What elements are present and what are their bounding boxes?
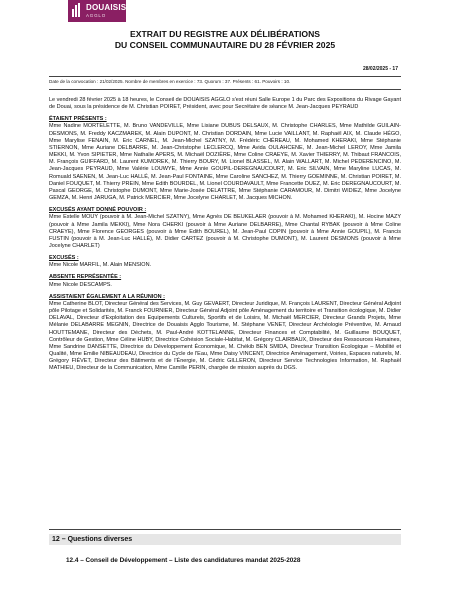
logo-name: DOUAISIS bbox=[86, 3, 127, 12]
section-heading: EXCUSÉS : bbox=[49, 255, 79, 262]
section-text: Mme Estelle MOUY (pouvoir à M. Jean-Michel SZATNY), Mme Agnès DE BEUKELAER (pouvoir à M. Mohamed KHERAKI), M. Hocine MAZY (pouvoir à Mme Jamila MEKKI), Mme Nora CHERKI (pouvoir à Mme Auriane DELBARRE), Mme Chantal RYBAK (pouvoir à Mme Coline CRAEYE), Mme Florence GEORGES (pouvoir à Mme Edith BOUREL), M. Jean-Paul COPIN (pouvoir à Mme Annie GOUPIL), M. Francis FUSTIN (pouvoir à M. Jean-Luc HALLÉ), M. Didier CARTEZ (pouvoir à M. Christophe DUMONT), M. Laurent DESMONS (pouvoir à Mme Jocelyne CHARLET) bbox=[49, 214, 401, 249]
section-presents bbox=[49, 116, 401, 202]
deliberation-reference: 28/02/2025 - 17 bbox=[362, 66, 398, 72]
section-excused bbox=[49, 255, 401, 269]
section-text: Mme Catherine BLOT, Directeur Général des Services, M. Guy GEVAERT, Directeur Juridique, M. François LAURENT, Directeur Général Adjoint pôle Pilotage et Solidarités, M. Franck FOURNIER, Directeur Général Adjoint pôle Aménagement du territoire et Transition écologique, M. Didier DELAVAL, Directeur d'Exploitation des Equipements Culturels, Sportifs et de Loisirs, M. Michaël MERCIER, Directeur Grands Projets, Mme Mélanie DELABARRE MEGNIN, Directrice de Douaisis Agglo Tourisme, M. Stéphane VENET, Directeur Archéologie Préventive, M. Arnaud HOUTTEMANE, Directeur des Déchets, M. Paul-André KOTTELANNE, Directeur Finances et Comptabilité, M. Guillaume BOUQUET, Contrôleur de Gestion, Mme Céline HUBY, Directrice Cohésion Sociale-Habitat, M. Grégory CLAIRBAUX, Directeur des Ressources Humaines, Mme Sandrine DANSETTE, Directrice du Développement Économique, M. Chékib BEN SMIDA, Directeur Transition Écologique – Mobilité et Qualité, Mme Emilie NIBEAUDEAU, Directrice du Cycle de l'Eau, Mme Daisy VINCENT, Directrice Aménagement, Voiries, Espaces naturels, M. Grégory FIÉVET, Directeur des Bâtiments et de l'Énergie, M. Cédric GILLERON, Directeur Service Technologies Information, M. Raphaël MATHIEU, Directeur de la Communication, Mme Camille PERIN, chargée de mission auprès du DGS. bbox=[49, 300, 401, 372]
section-attendees bbox=[49, 294, 401, 373]
section-heading: ASSISTAIENT ÉGALEMENT A LA RÉUNION : bbox=[49, 293, 166, 300]
document-title bbox=[60, 29, 390, 51]
section-text: Mme Nicole DESCAMPS. bbox=[49, 281, 112, 288]
divider bbox=[49, 76, 401, 77]
section-text: Mme Nadine MORTELETTE, M. Bruno VANDEVILLE, Mme Lisiane DUBUS DELSAUX, M. Christophe CHARLES, Mme Mathilde GUILAIN-DESMONS, M. Freddy KACZMAREK, M. Alain DUPONT, M. Christian DORDAIN, Mme Lucie VAILLANT, M. Raphaël AIX, M. Claude HÉGO, Mme Marylise FENAIN, M. Eric CARNEL, M. Jean-Michel SZATNY, M. Frédéric CHÉREAU, M. Mohamed KHERAKI, Mme Stéphanie STIERNON, Mme Auriane DELBARRE, M. Jean-Christophe LECLERCQ, Mme Avida OULAHCENE, M. Jean-Michel LEROY, Mme Jamila MEKKI, M. Yvon SIPIETER, Mme Nathalie APERS, M. Michaël DOZIÈRE, Mme Coline CRAEYE, M. Xavier THIERRY, M. Thibaut FRANCOIS, M. François GUIFFARD, M. Laurent KUMOREK, M. Thierry BOURY, M. Lionel BLASSEL, M. Alain WALLART, M. Michel PEDERENCINO, M. Jean-Jacques PEYRAUD, Mme Valérie LOUWYE, Mme Annie GOUPIL-DEREGNAUCOURT, M. Eric SILVAIN, Mme Maryline LUCAS, M. Romuald SAENEN, M. Jean-Luc HALLÉ, M. Jean-Paul FONTAINE, Mme Caroline SANCHEZ, M. Thierry GOEMINNE, M. Christian POIRET, M. Daniel FOUQUET, M. Thierry PREIN, Mme Edith BOURDEL, M. Lionel COURDAVAULT, Mme Francette DUEZ, M. Eric DEREGNAUCOURT, M. Pascal GEORGE, M. Christophe DUMONT, Mme Marie-Josée DELATTRE, Mme Stéphanie CARAMOUR, M. Dimitri WIDIEZ, Mme Jocelyne GEMZA, M. Henri JARUGA, M. Patrick MERCIER, Mme Jocelyne CHARLET, M. Jacques MICHON. bbox=[49, 123, 401, 202]
section-text: Mme Nicole MARFIL, M. Alain MENSION. bbox=[49, 262, 152, 269]
section-heading: ÉTAIENT PRÉSENTS : bbox=[49, 116, 107, 123]
section-proxies bbox=[49, 207, 401, 250]
section-represented bbox=[49, 274, 401, 288]
logo-bars-icon bbox=[72, 3, 82, 17]
divider bbox=[49, 529, 401, 530]
logo-subtitle: AGGLO bbox=[86, 13, 107, 18]
questions-heading: 12 – Questions diverses bbox=[49, 534, 401, 545]
section-heading: ABSENTE REPRÉSENTÉE : bbox=[49, 274, 122, 281]
intro-paragraph: Le vendredi 28 février 2025 à 18 heures, le Conseil de DOUAISIS AGGLO s'est réuni Salle Europe 1 du Parc des Expositions du Rivage Gayant de Douai, sous la présidence de M. Christian POIRET, Président, avec pour Secrétaire de séance M. Jean-Jacques PEYRAUD bbox=[49, 97, 401, 111]
document-body bbox=[49, 97, 401, 372]
subquestion-title: 12.4 – Conseil de Développement – Liste des candidatures mandat 2025-2028 bbox=[66, 557, 301, 564]
title-line-1: EXTRAIT DU REGISTRE AUX DÉLIBÉRATIONS bbox=[129, 29, 321, 39]
title-line-2: DU CONSEIL COMMUNAUTAIRE DU 28 FÉVRIER 2025 bbox=[114, 40, 336, 50]
section-heading: EXCUSÉS AYANT DONNÉ POUVOIR : bbox=[49, 207, 147, 214]
convocation-meta: Date de la convocation : 21/02/2025. Nombre de membres en exercice : 73. Quorum : 37. Présents : 61. Pouvoirs : 10. bbox=[49, 79, 291, 84]
divider bbox=[49, 89, 401, 90]
douaisis-agglo-logo bbox=[68, 0, 126, 22]
